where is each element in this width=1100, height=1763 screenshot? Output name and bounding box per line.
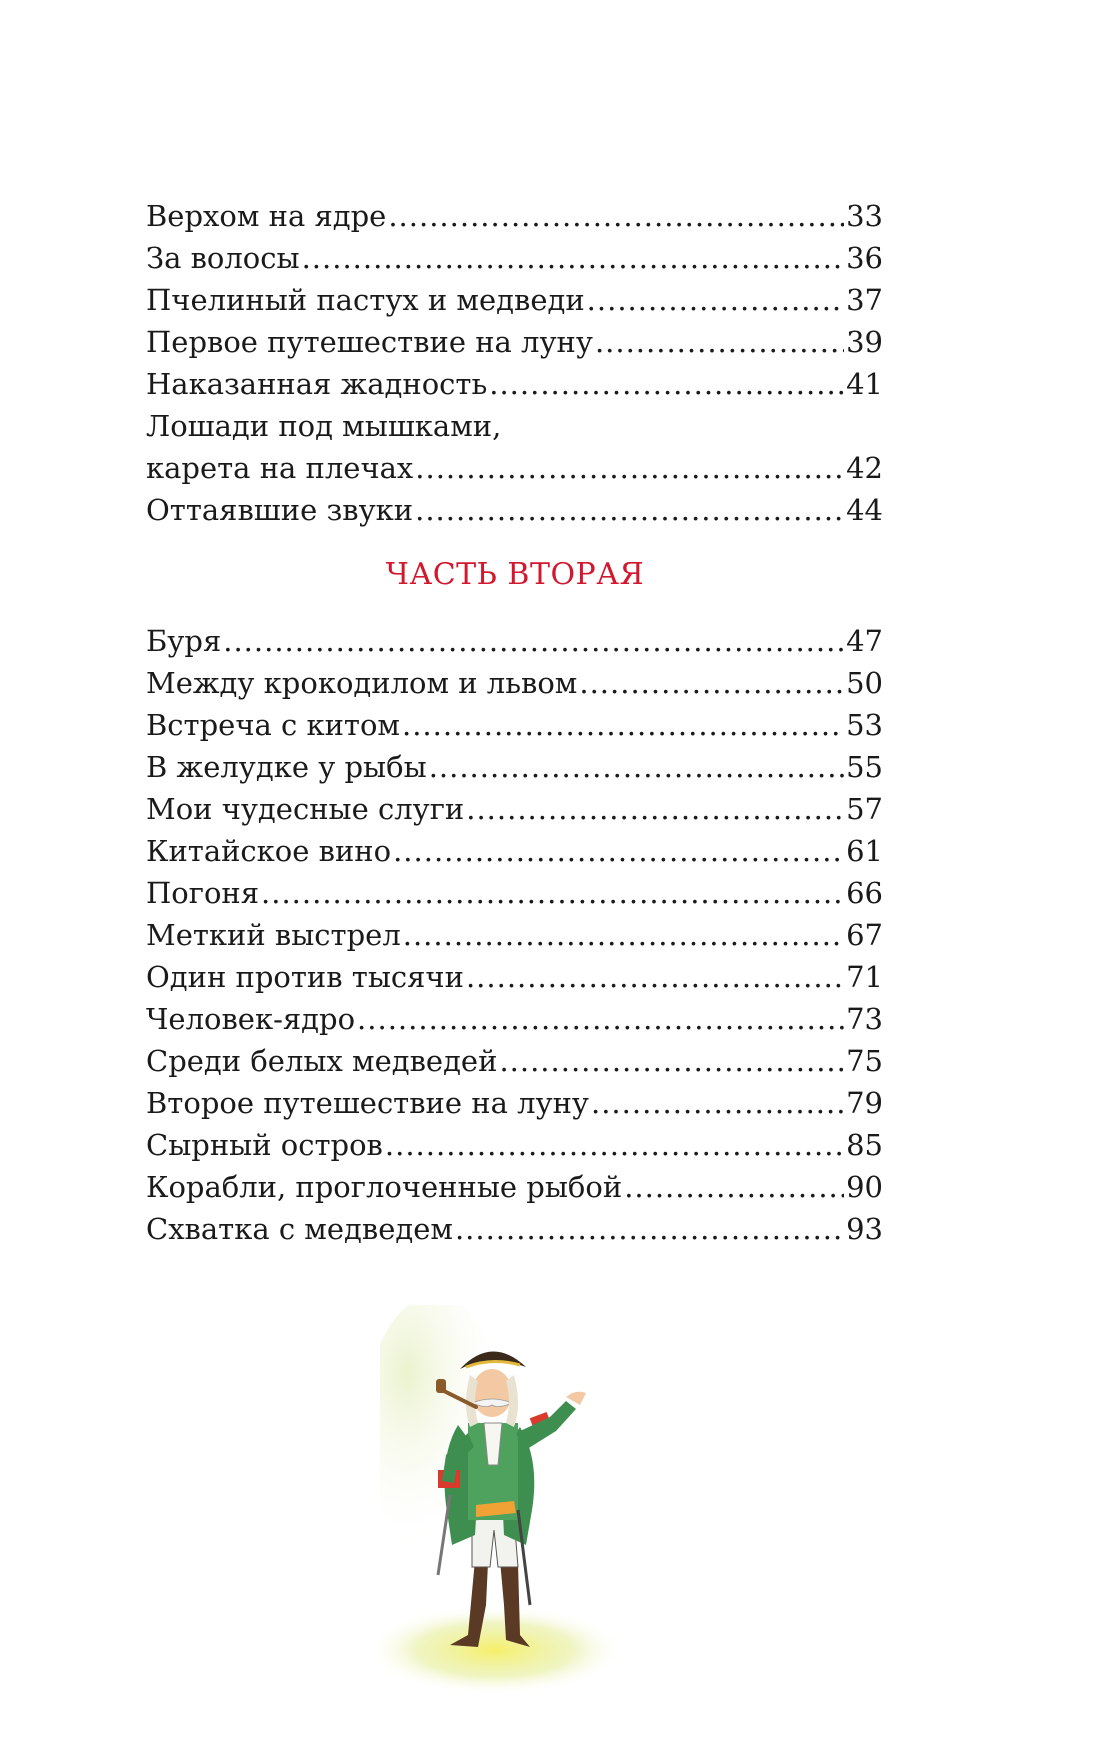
toc-entry-title: Между крокодилом и львом xyxy=(146,666,578,700)
toc-entry-continued[interactable] xyxy=(146,405,883,447)
toc-leader-dots xyxy=(429,746,844,788)
toc-entry-title: Встреча с китом xyxy=(146,708,400,742)
toc-part-one xyxy=(146,195,883,531)
toc-leader-dots xyxy=(223,620,844,662)
toc-entry[interactable] xyxy=(146,746,883,788)
toc-entry[interactable] xyxy=(146,489,883,531)
toc-entry[interactable] xyxy=(146,279,883,321)
toc-leader-dots xyxy=(579,662,844,704)
toc-entry-page: 90 xyxy=(846,1170,883,1204)
toc-entry-page: 42 xyxy=(846,451,883,485)
toc-entry-page: 67 xyxy=(846,918,883,952)
toc-entry[interactable] xyxy=(146,662,883,704)
toc-entry[interactable] xyxy=(146,1124,883,1166)
toc-leader-dots xyxy=(466,788,844,830)
toc-entry-page: 79 xyxy=(846,1086,883,1120)
toc-entry-page: 33 xyxy=(846,199,883,233)
toc-entry[interactable] xyxy=(146,872,883,914)
toc-entry-title: Мои чудесные слуги xyxy=(146,792,465,826)
toc-entry-page: 71 xyxy=(846,960,883,994)
toc-entry-title: Корабли, проглоченные рыбой xyxy=(146,1170,623,1204)
toc-entry-title: Один против тысячи xyxy=(146,960,464,994)
toc-entry-title: Оттаявшие звуки xyxy=(146,493,414,527)
toc-entry-title: Наказанная жадность xyxy=(146,367,488,401)
toc-entry[interactable] xyxy=(146,447,883,489)
toc-entry-title: Первое путешествие на луну xyxy=(146,325,593,359)
toc-entry-page: 75 xyxy=(846,1044,883,1078)
toc-entry-title: карета на плечах xyxy=(146,451,414,485)
toc-entry[interactable] xyxy=(146,363,883,405)
toc-leader-dots xyxy=(455,1208,844,1250)
toc-entry-title: Буря xyxy=(146,624,222,658)
toc-leader-dots xyxy=(302,237,845,279)
toc-leader-dots xyxy=(587,279,844,321)
toc-entry-page: 85 xyxy=(846,1128,883,1162)
toc-entry-page: 57 xyxy=(846,792,883,826)
toc-leader-dots xyxy=(595,321,844,363)
toc-leader-dots xyxy=(624,1166,844,1208)
toc-leader-dots xyxy=(393,830,844,872)
toc-entry-title: Пчелиный пастух и медведи xyxy=(146,283,585,317)
toc-entry-title: За волосы xyxy=(146,241,300,275)
toc-entry[interactable] xyxy=(146,237,883,279)
toc-entry-title: Лошади под мышками, xyxy=(146,409,502,443)
toc-entry[interactable] xyxy=(146,1166,883,1208)
toc-leader-dots xyxy=(591,1082,844,1124)
toc-entry[interactable] xyxy=(146,914,883,956)
toc-entry-title: Схватка с медведем xyxy=(146,1212,453,1246)
part-two-heading: ЧАСТЬ ВТОРАЯ xyxy=(385,557,645,592)
toc-entry-page: 66 xyxy=(846,876,883,910)
toc-entry-page: 73 xyxy=(846,1002,883,1036)
toc-entry-title: Погоня xyxy=(146,876,260,910)
toc-entry-title: Среди белых медведей xyxy=(146,1044,498,1078)
toc-entry-page: 47 xyxy=(846,624,883,658)
toc-entry-title: В желудке у рыбы xyxy=(146,750,427,784)
toc-entry-title: Меткий выстрел xyxy=(146,918,401,952)
toc-entry-page: 53 xyxy=(846,708,883,742)
toc-entry-title: Второе путешествие на луну xyxy=(146,1086,589,1120)
toc-entry-title: Человек-ядро xyxy=(146,1002,356,1036)
toc-entry[interactable] xyxy=(146,620,883,662)
toc-entry-page: 36 xyxy=(846,241,883,275)
toc-leader-dots xyxy=(415,489,844,531)
toc-entry[interactable] xyxy=(146,704,883,746)
toc-part-two xyxy=(146,620,883,1250)
toc-entry[interactable] xyxy=(146,788,883,830)
toc-entry-page: 50 xyxy=(846,666,883,700)
toc-leader-dots xyxy=(415,447,844,489)
toc-entry-title: Китайское вино xyxy=(146,834,392,868)
toc-entry-page: 55 xyxy=(846,750,883,784)
toc-leader-dots xyxy=(385,1124,844,1166)
toc-leader-dots xyxy=(489,363,844,405)
toc-entry[interactable] xyxy=(146,1040,883,1082)
toc-entry-title: Верхом на ядре xyxy=(146,199,387,233)
toc-entry[interactable] xyxy=(146,956,883,998)
toc-leader-dots xyxy=(402,704,844,746)
toc-leader-dots xyxy=(499,1040,844,1082)
toc-leader-dots xyxy=(357,998,844,1040)
toc-leader-dots xyxy=(261,872,844,914)
toc-entry-page: 44 xyxy=(846,493,883,527)
toc-entry[interactable] xyxy=(146,195,883,237)
toc-entry-title: Сырный остров xyxy=(146,1128,383,1162)
toc-leader-dots xyxy=(388,195,844,237)
toc-leader-dots xyxy=(403,914,844,956)
toc-entry[interactable] xyxy=(146,321,883,363)
toc-entry[interactable] xyxy=(146,830,883,872)
toc-entry-page: 39 xyxy=(846,325,883,359)
toc-entry-page: 41 xyxy=(846,367,883,401)
toc-entry[interactable] xyxy=(146,1082,883,1124)
baron-munchausen-illustration-icon xyxy=(380,1305,650,1695)
baron-figure-svg xyxy=(380,1305,650,1695)
toc-entry[interactable] xyxy=(146,1208,883,1250)
toc-entry[interactable] xyxy=(146,998,883,1040)
toc-leader-dots xyxy=(466,956,844,998)
toc-entry-page: 93 xyxy=(846,1212,883,1246)
toc-entry-page: 61 xyxy=(846,834,883,868)
toc-entry-page: 37 xyxy=(846,283,883,317)
